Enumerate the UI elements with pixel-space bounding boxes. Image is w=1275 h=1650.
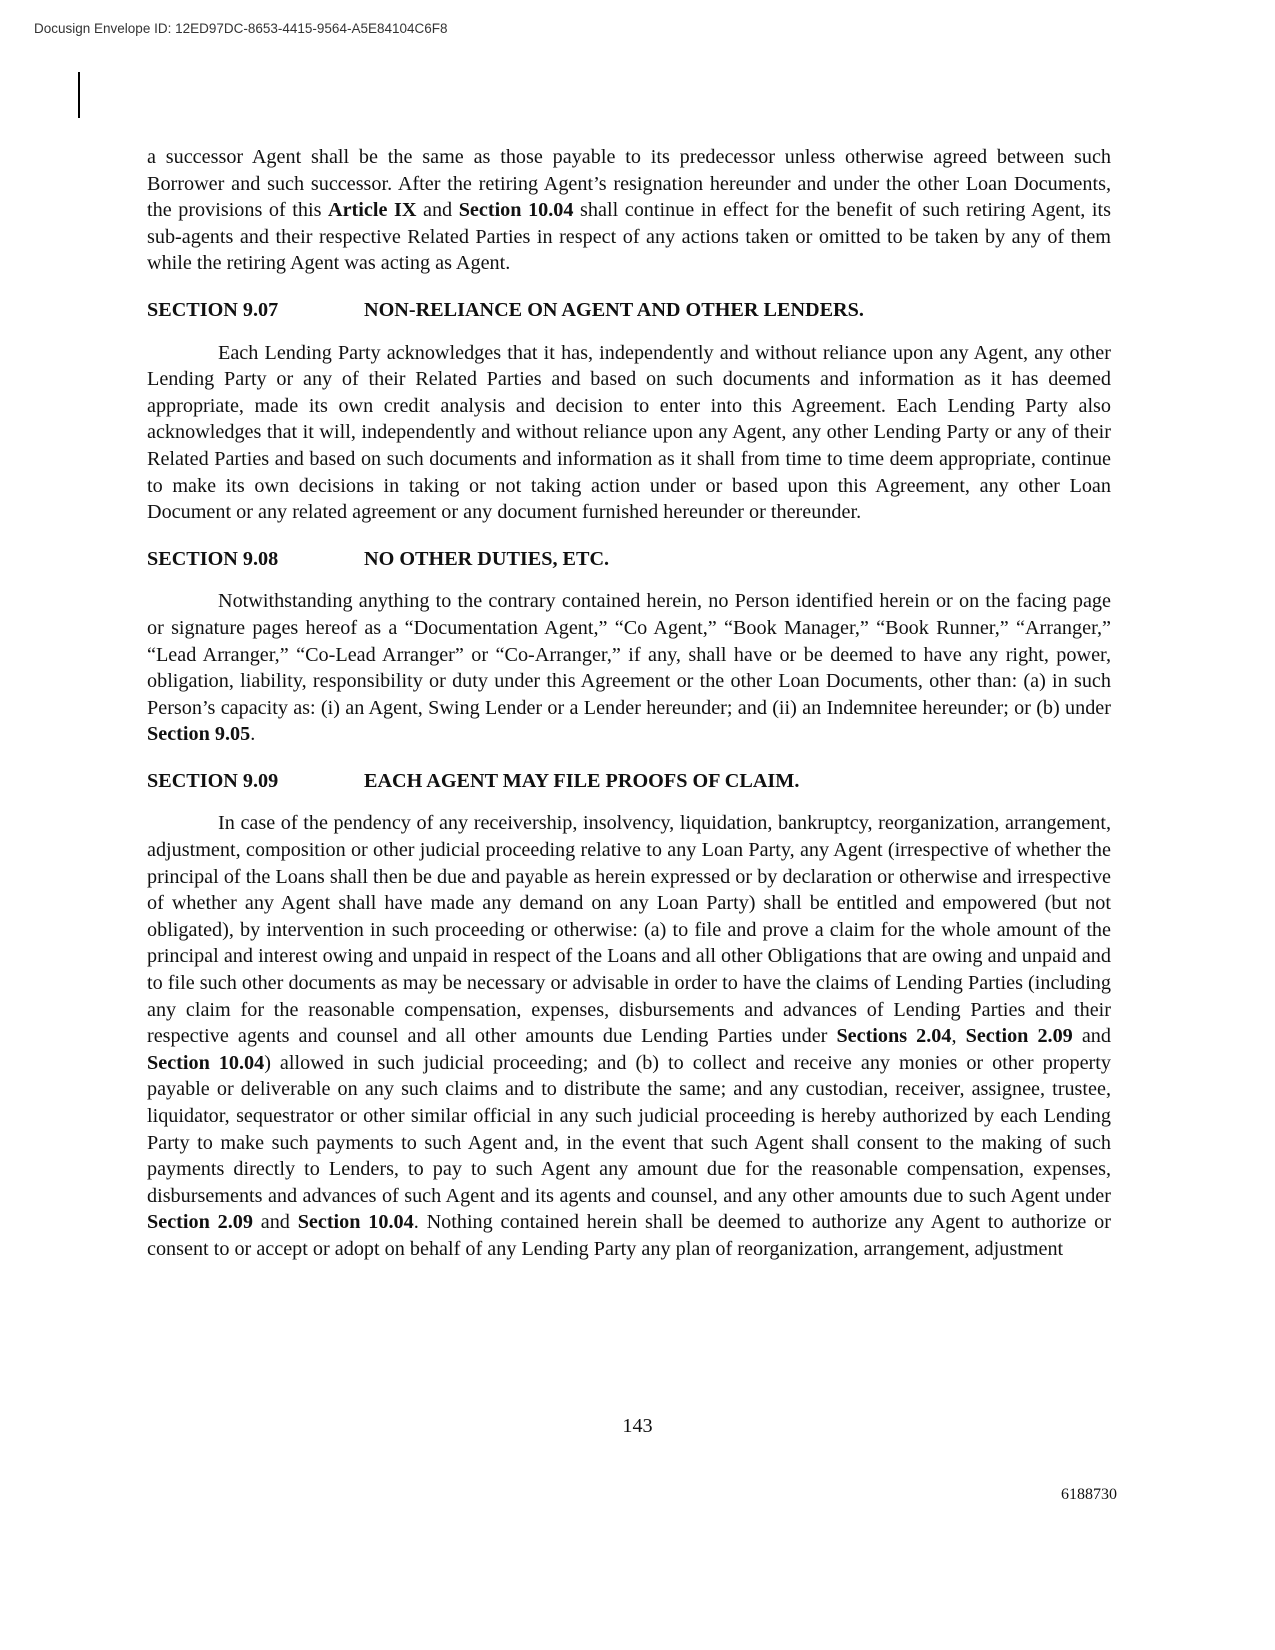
section-9-09-paragraph: In case of the pendency of any receivership, insolvency, liquidation, bankruptcy, reorganization, arrangement, adjustment, composition or other judicial proceeding relative to any Loan Party, any Agent (irrespective of whether the principal of the Loans shall then be due and payable as herein expressed or by declaration or otherwise and irrespective of whether any Agent shall have made any demand on any Loan Party) shall be entitled and empowered (but not obligated), by intervention in such proceeding or otherwise: (a) to file and prove a claim for the whole amount of the principal and interest owing and unpaid in respect of the Loans and all other Obligations that are owing and unpaid and to file such other documents as may be necessary or advisable in order to have the claims of Lending Parties (including any claim for the reasonable compensation, expenses, disbursements and advances of Lending Parties and their respective agents and counsel and all other amounts due Lending Parties under Sections 2.04, Section 2.09 and Section 10.04) allowed in such judicial proceeding; and (b) to collect and receive any monies or other property payable or deliverable on any such claims and to distribute the same; and any custodian, receiver, assignee, trustee, liquidator, sequestrator or other similar official in any such judicial proceeding is hereby authorized by each Lending Party to make such payments to such Agent and, in the event that such Agent shall consent to the making of such payments directly to Lenders, to pay to such Agent any amount due for the reasonable compensation, expenses, disbursements and advances of such Agent and its agents and counsel, and any other amounts due to such Agent under Section 2.09 and Section 10.04. Nothing contained herein shall be deemed to authorize any Agent to authorize or consent to or accept or adopt on behalf of any Lending Party any plan of reorganization, arrangement, adjustment <box>147 812 1111 1260</box>
section-9-07-paragraph: Each Lending Party acknowledges that it has, independently and without reliance upon any Agent, any other Lending Party or any of their Related Parties and based on such documents and information as it has deemed appropriate, made its own credit analysis and decision to enter into this Agreement. Each Lending Party also acknowledges that it will, independently and without reliance upon any Agent, any other Lending Party or any of their Related Parties and based on such documents and information as it shall from time to time deem appropriate, continue to make its own decisions in taking or not taking action under or based upon this Agreement, any other Loan Document or any related agreement or any document furnished hereunder or thereunder. <box>147 341 1111 524</box>
section-ref: Section 10.04 <box>147 1051 265 1074</box>
section-ref: Section 2.09 <box>147 1211 253 1234</box>
section-9-07-heading <box>147 297 1111 324</box>
revision-change-bar <box>78 72 80 118</box>
article-ref: Article IX <box>328 199 417 222</box>
section-title: NO OTHER DUTIES, ETC. <box>364 547 610 570</box>
document-id: 6188730 <box>1061 1486 1117 1503</box>
section-ref: Sections 2.04 <box>836 1025 952 1048</box>
docusign-envelope-id: Docusign Envelope ID: 12ED97DC-8653-4415-9564-A5E84104C6F8 <box>34 21 448 36</box>
section-number: SECTION 9.07 <box>147 298 279 321</box>
section-9-09-heading <box>147 768 1111 795</box>
section-9-08-paragraph: Notwithstanding anything to the contrary contained herein, no Person identified herein or on the facing page or signature pages hereof as a “Documentation Agent,” “Co Agent,” “Book Manager,” “Book Runner,” “Arranger,” “Lead Arranger,” “Co-Lead Arranger” or “Co-Arranger,” if any, shall have or be deemed to have any right, power, obligation, liability, responsibility or duty under this Agreement or the other Loan Documents, other than: (a) in such Person’s capacity as: (i) an Agent, Swing Lender or a Lender hereunder; and (ii) an Indemnitee hereunder; or (b) under Section 9.05. <box>147 590 1111 746</box>
section-ref: Section 10.04 <box>458 199 574 222</box>
section-ref: Section 10.04 <box>297 1211 414 1234</box>
section-title: EACH AGENT MAY FILE PROOFS OF CLAIM. <box>364 769 800 792</box>
section-9-08-heading <box>147 546 1111 573</box>
document-body <box>147 144 1111 1263</box>
page-number: 143 <box>622 1415 653 1437</box>
section-title: NON-RELIANCE ON AGENT AND OTHER LENDERS. <box>364 298 864 321</box>
continuation-paragraph: a successor Agent shall be the same as those payable to its predecessor unless otherwise agreed between such Borrower and such successor. After the retiring Agent’s resignation hereunder and under the other Loan Documents, the provisions of this Article IX and Section 10.04 shall continue in effect for the benefit of such retiring Agent, its sub-agents and their respective Related Parties in respect of any actions taken or omitted to be taken by any of them while the retiring Agent was acting as Agent. <box>147 146 1111 275</box>
section-ref: Section 2.09 <box>965 1025 1073 1048</box>
section-ref: Section 9.05 <box>147 723 251 746</box>
section-number: SECTION 9.08 <box>147 547 279 570</box>
section-number: SECTION 9.09 <box>147 769 279 792</box>
